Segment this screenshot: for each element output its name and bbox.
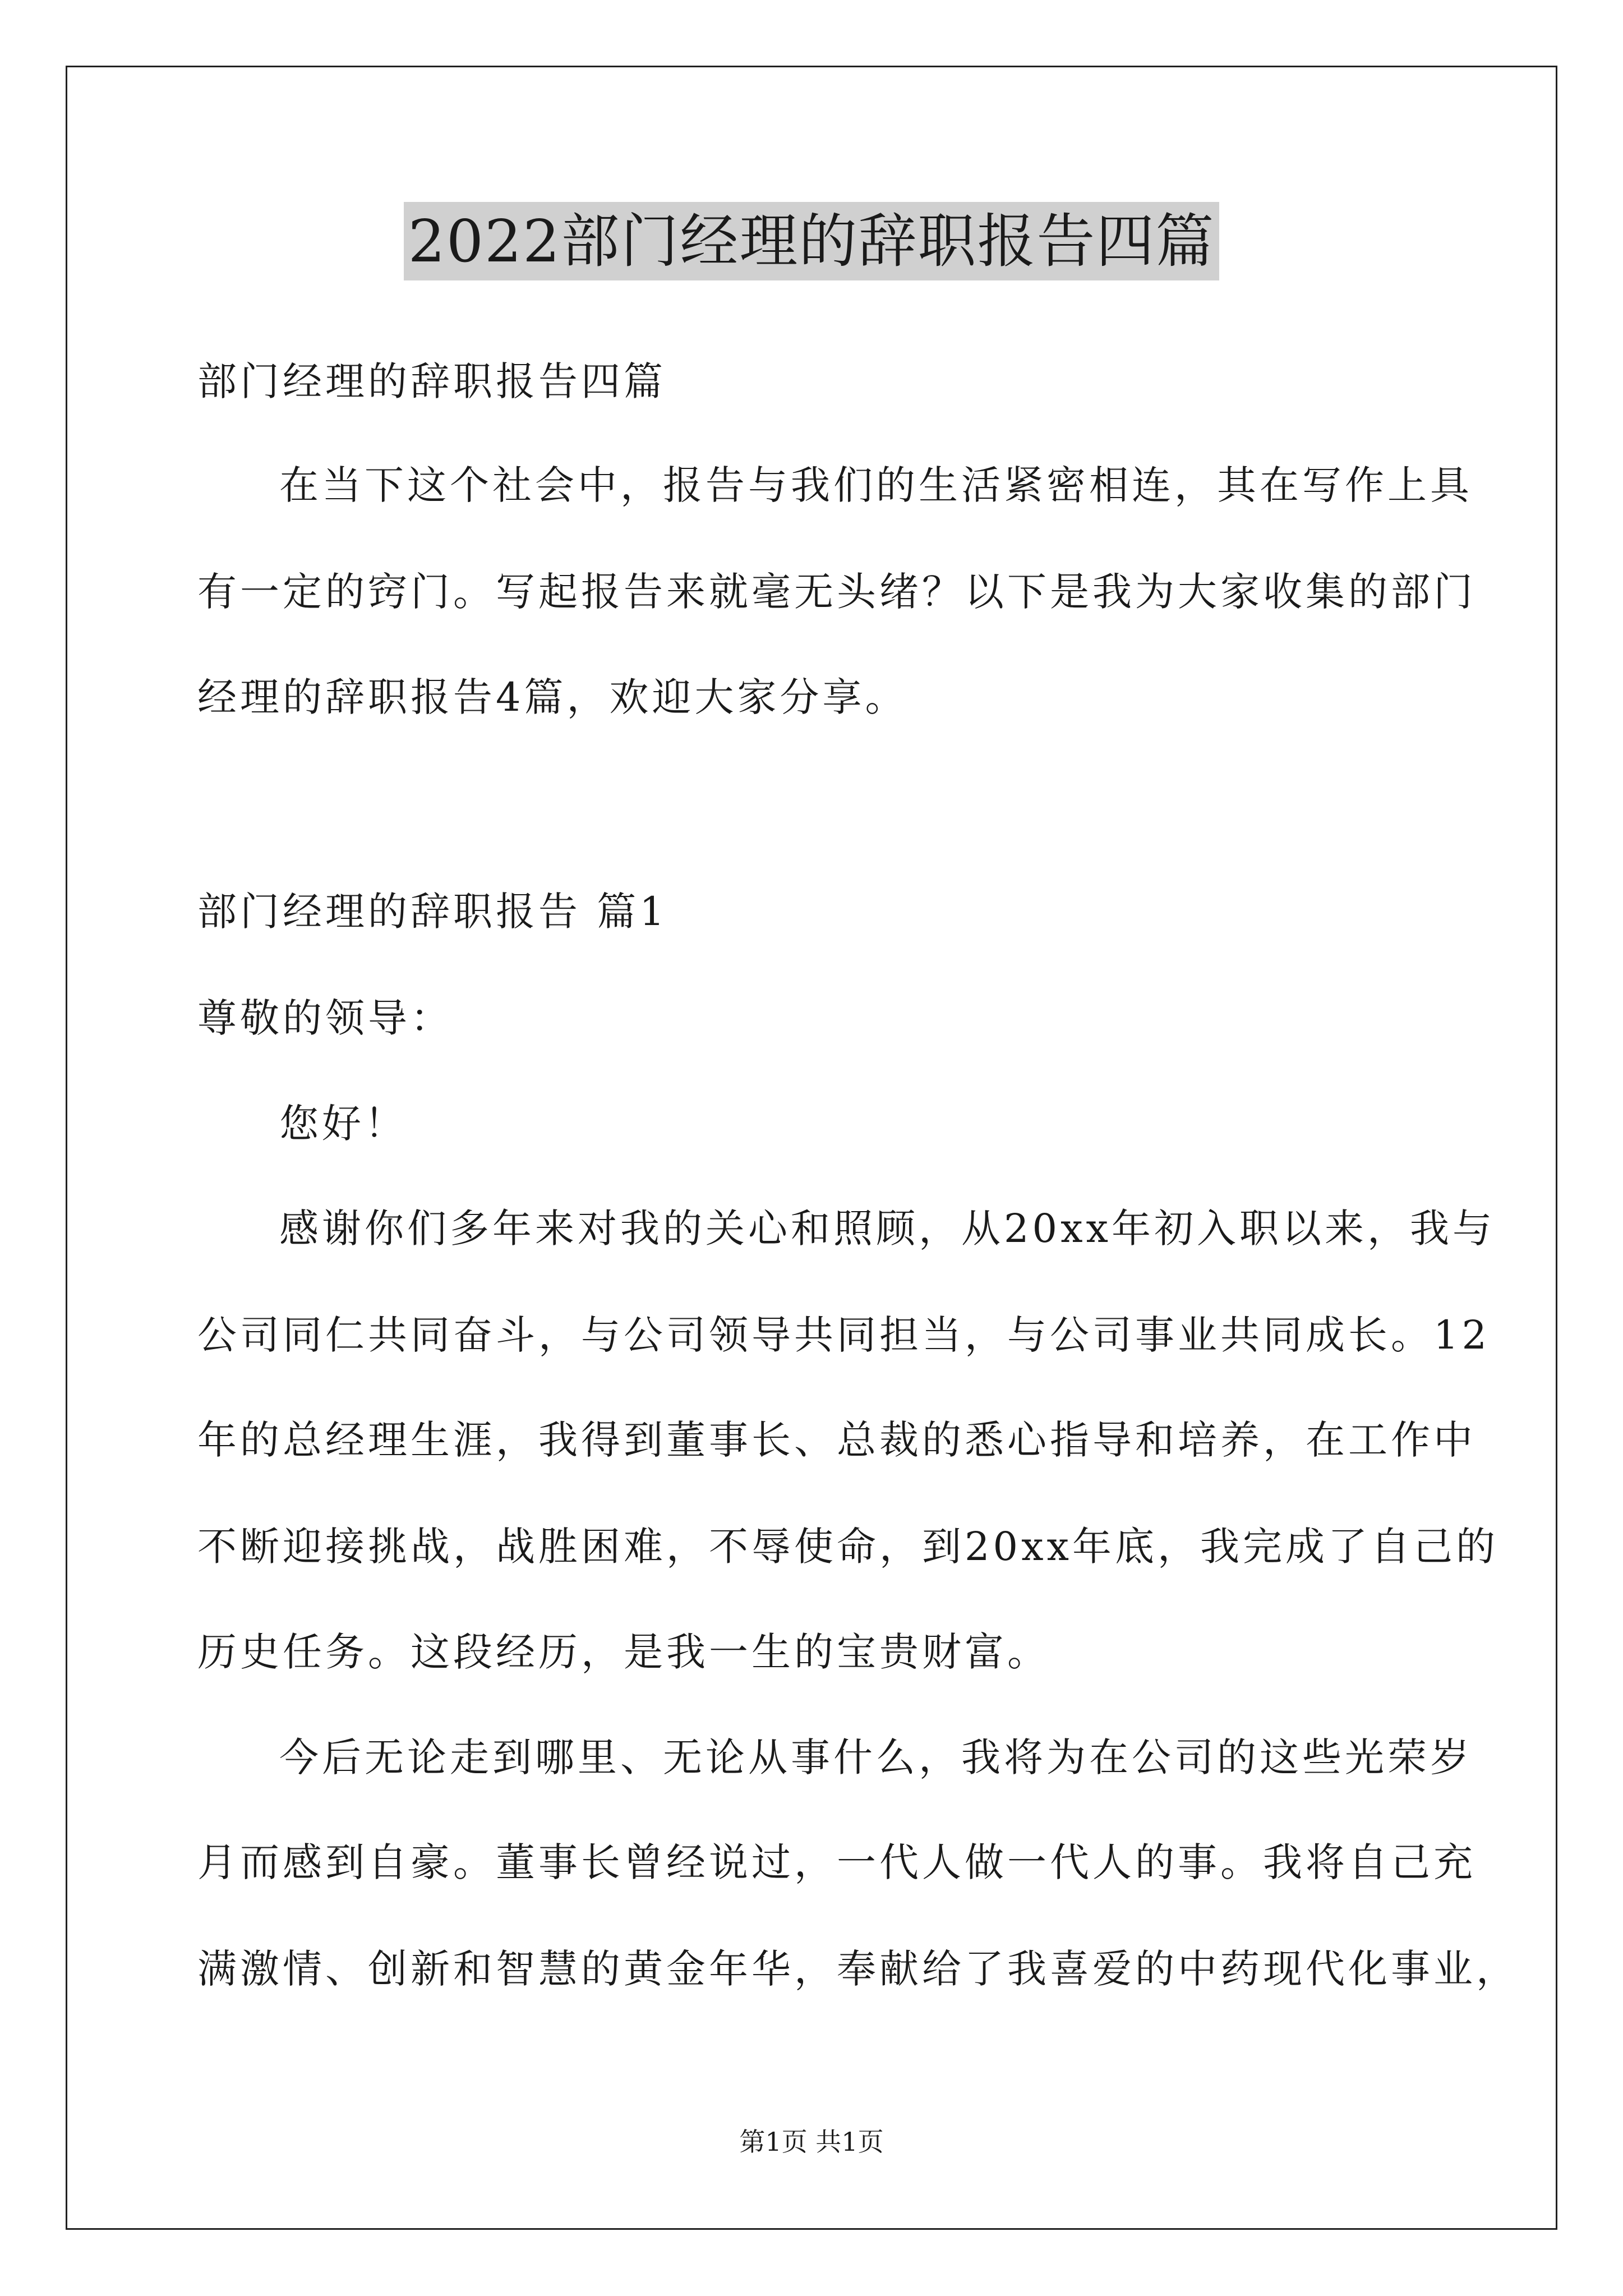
page-footer: 第1页 共1页 (739, 2127, 884, 2157)
greeting: 您好！ (279, 1101, 407, 1147)
paragraph-line: 历史任务。这段经历，是我一生的宝贵财富。 (197, 1629, 1050, 1675)
paragraph-line: 感谢你们多年来对我的关心和照顾，从20xx年初入职以来，我与 (279, 1205, 1496, 1251)
paragraph-line: 不断迎接挑战，战胜困难，不辱使命，到20xx年底，我完成了自己的 (197, 1524, 1499, 1570)
paragraph-line: 今后无论走到哪里、无论从事什么，我将为在公司的这些光荣岁 (279, 1734, 1473, 1780)
paragraph-line: 在当下这个社会中，报告与我们的生活紧密相连，其在写作上具 (279, 462, 1473, 508)
title-container (0, 202, 1623, 280)
paragraph-line: 有一定的窍门。写起报告来就毫无头绪？以下是我为大家收集的部门 (197, 569, 1476, 615)
document-title: 2022部门经理的辞职报告四篇 (404, 202, 1220, 280)
paragraph-line: 月而感到自豪。董事长曾经说过，一代人做一代人的事。我将自己充 (197, 1839, 1476, 1885)
section-heading: 部门经理的辞职报告 篇1 (197, 889, 668, 935)
paragraph-line: 年的总经理生涯，我得到董事长、总裁的悉心指导和培养，在工作中 (197, 1417, 1476, 1463)
paragraph-line: 公司同仁共同奋斗，与公司领导共同担当，与公司事业共同成长。12 (197, 1312, 1491, 1358)
subtitle-line: 部门经理的辞职报告四篇 (197, 358, 666, 404)
paragraph-line: 经理的辞职报告4篇，欢迎大家分享。 (197, 674, 908, 720)
salutation: 尊敬的领导： (197, 995, 453, 1041)
paragraph-line: 满激情、创新和智慧的黄金年华，奉献给了我喜爱的中药现代化事业， (197, 1946, 1519, 1992)
